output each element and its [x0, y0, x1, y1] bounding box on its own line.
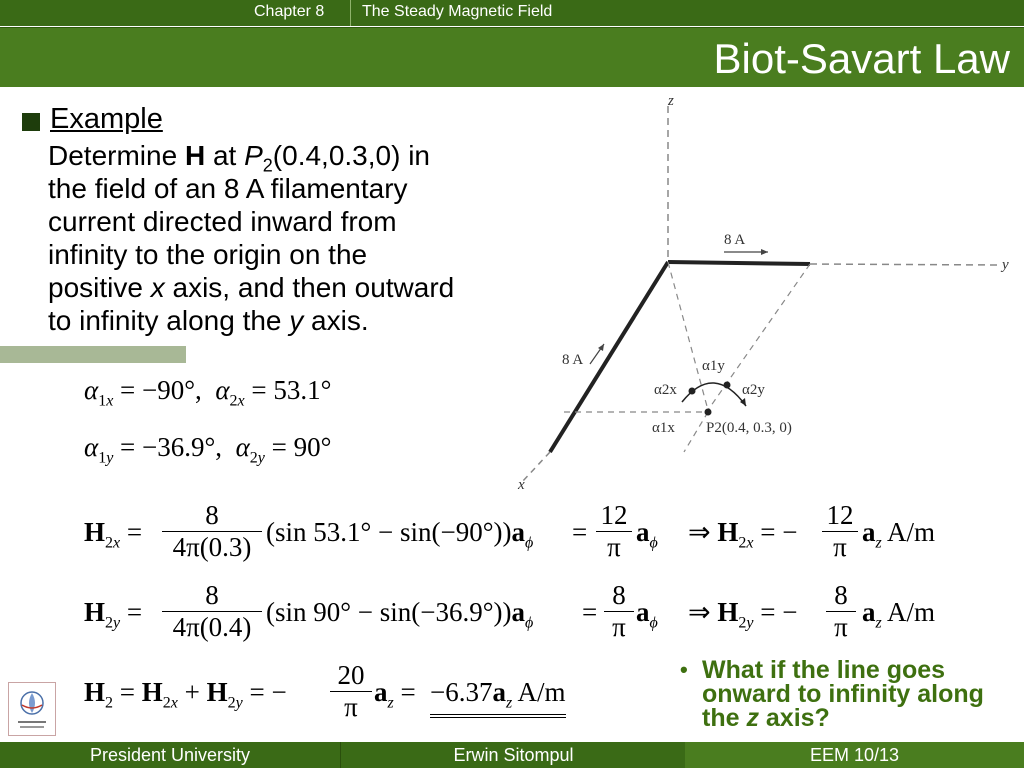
problem-text: to infinity along the [48, 305, 290, 336]
alpha-1y-label: α1y [702, 358, 725, 374]
current-label-top: 8 A [724, 232, 746, 248]
equation-h2-total: $H_2 = H_{2x} + H_{2y}$ = − $\frac{20}{\pi}$ $a_z$ = $-6.37a_z$ A/m [84, 660, 566, 722]
topic-label: The Steady Magnetic Field [362, 3, 553, 20]
question-z-symbol: z [746, 704, 759, 732]
footer-bar [0, 742, 1024, 768]
alpha-1x-label: α1x [652, 420, 675, 436]
alpha-1x-value: = −90°, [120, 375, 202, 405]
bullet-square-icon [22, 113, 40, 131]
h2x-unit: A/m [887, 517, 936, 547]
footer-page: EEM 10/13 [685, 742, 1024, 768]
problem-h-symbol: H [184, 140, 206, 171]
current-label-left: 8 A [562, 352, 584, 368]
angle-row-y: $\alpha_{1y} = -36.9^\circ$, $\alpha_{2y} = 90^\circ$ [84, 432, 332, 467]
question-text: What if the line goes onward to infinity along the [702, 656, 984, 732]
problem-text: axis. [303, 305, 369, 336]
problem-text: (0.4,0.3,0) in [272, 140, 430, 171]
y-axis-label: y [1002, 257, 1009, 273]
alpha-2x-value: = 53.1° [251, 375, 332, 405]
example-heading: Example [50, 103, 163, 135]
problem-text: Determine [48, 140, 185, 171]
logo-emblem-icon [9, 683, 55, 735]
problem-text: infinity to the origin on the [48, 239, 368, 270]
problem-p-subscript: 2 [262, 155, 273, 176]
problem-text: at [205, 140, 245, 171]
h2-num: 20 [330, 660, 372, 692]
h2y-result-den: π [612, 612, 626, 642]
university-logo [8, 682, 56, 736]
h2-final-result: $-6.37a_z$ A/m [430, 677, 566, 718]
footer-author: Erwin Sitompul [340, 742, 686, 768]
problem-x-symbol: x [150, 272, 165, 303]
h2-den: π [344, 692, 358, 722]
question-text-end: axis? [758, 704, 830, 732]
h2-unit: A/m [517, 677, 566, 707]
alpha-1y-value: = −36.9°, [120, 432, 223, 462]
h2y-coef-num: 8 [162, 580, 262, 612]
point-p2-label: P2(0.4, 0.3, 0) [706, 420, 792, 436]
x-axis-label: x [518, 477, 525, 492]
h2y-coef-den: 4π(0.4) [172, 612, 252, 642]
h2x-result-num: 12 [596, 500, 632, 532]
h2x-result-den: π [607, 532, 621, 562]
problem-text: axis, and then outward [164, 272, 455, 303]
accent-bar [0, 346, 186, 363]
h2x-final-num: 12 [822, 500, 858, 532]
z-axis-label: z [668, 93, 674, 109]
angle-row-x: $\alpha_{1x} = -90^\circ$, $\alpha_{2x} = 53.1^\circ$ [84, 375, 332, 410]
geometry-figure [510, 92, 1024, 492]
h2x-coef-den: 4π(0.3) [172, 532, 252, 562]
problem-y-symbol: y [289, 305, 304, 336]
h2y-result-num: 8 [604, 580, 634, 612]
chapter-bar [0, 0, 1024, 26]
h2x-final-den: π [833, 532, 847, 562]
chapter-separator [350, 0, 351, 26]
equation-h2x: $H_{2x}$ = $\frac{8}{4\pi(0.3)}$ (sin $53.1^\circ - \sin(-90^\circ))a_\phi$ = $\frac{12}{\pi}$ $a_\phi$ ⇒ $H_{2x}$ = − $\frac{12}{\pi}$ $a_z$ A/m [84, 500, 936, 562]
alpha-2y-value: = 90° [271, 432, 332, 462]
alpha-2x-label: α2x [654, 382, 677, 398]
equation-h2y: $H_{2y}$ = $\frac{8}{4\pi(0.4)}$ (sin $90^\circ - \sin(-36.9^\circ))a_\phi$ = $\frac{8}{\pi}$ $a_\phi$ ⇒ $H_{2y}$ = − $\frac{8}{\pi}$ $a_z$ A/m [84, 580, 936, 642]
h2y-final-den: π [834, 612, 848, 642]
bullet-dot-icon: • [680, 657, 688, 682]
chapter-label: Chapter 8 [254, 3, 325, 20]
h2y-sine-term: (sin 90° − sin(−36.9°)) [266, 597, 512, 627]
alpha-2y-label: α2y [742, 382, 765, 398]
problem-p-symbol: P [244, 140, 263, 171]
h2y-unit: A/m [887, 597, 936, 627]
problem-text: the field of an 8 A filamentary [48, 173, 408, 204]
h2x-coef-num: 8 [162, 500, 262, 532]
followup-question [680, 658, 1010, 730]
h2-value: −6.37 [430, 677, 493, 707]
problem-statement [48, 139, 568, 337]
footer-institution: President University [89, 745, 251, 765]
h2x-sine-term: (sin 53.1° − sin(−90°)) [266, 517, 512, 547]
problem-text: current directed inward from [48, 206, 397, 237]
slide-title: Biot-Savart Law [713, 35, 1010, 82]
h2y-final-num: 8 [826, 580, 856, 612]
problem-text: positive [48, 272, 151, 303]
title-bar [0, 27, 1024, 87]
